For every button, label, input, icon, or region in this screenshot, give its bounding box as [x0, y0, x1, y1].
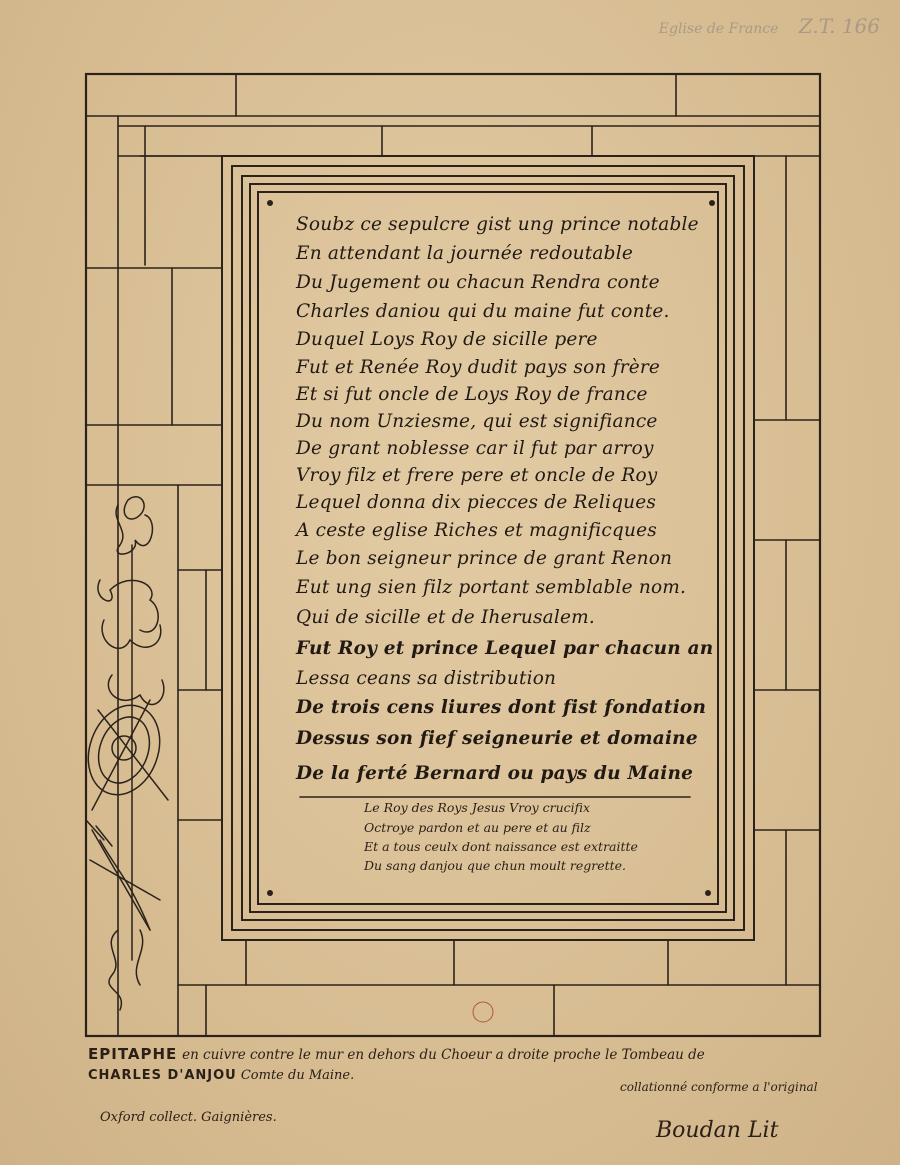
epitaph-line: De la ferté Bernard ou pays du Maine: [296, 763, 694, 784]
epitaph-line: Fut Roy et prince Lequel par chacun an: [296, 638, 714, 659]
epitaph-line: De grant noblesse car il fut par arroy: [296, 438, 654, 459]
epitaph-line: Duquel Loys Roy de sicille pere: [296, 329, 598, 350]
shelfmark: Z.T. 166: [798, 14, 880, 38]
epitaph-line: Lessa ceans sa distribution: [296, 668, 557, 689]
epitaph-line: Lequel donna dix piecces de Reliques: [296, 492, 657, 513]
epitaph-line: Charles daniou qui du maine fut conte.: [296, 301, 670, 322]
epitaph-line: Du nom Unziesme, qui est signifiance: [296, 411, 658, 432]
epitaph-line: Dessus son fief seigneurie et domaine: [296, 728, 698, 749]
caption-text: en cuivre contre le mur en dehors du Choeur a droite proche le Tombeau de: [182, 1047, 705, 1063]
corner-title: Eglise de France: [658, 21, 779, 37]
epitaph-line: Du Jugement ou chacun Rendra conte: [296, 272, 660, 293]
signature: Boudan Lit: [656, 1118, 779, 1143]
epitaph-line: Vroy filz et frere pere et oncle de Roy: [296, 465, 658, 486]
epitaph-sub-line: Et a tous ceulx dont naissance est extraitte: [364, 839, 638, 854]
epitaph-line: Et si fut oncle de Loys Roy de france: [296, 384, 648, 405]
epitaph-line: Eut ung sien filz portant semblable nom.: [296, 577, 687, 598]
epitaph-sub-line: Le Roy des Roys Jesus Vroy crucifix: [364, 800, 591, 815]
epitaph-sub-line: Du sang danjou que chun moult regrette.: [364, 858, 627, 873]
epitaph-line: Qui de sicille et de Iherusalem.: [296, 607, 595, 628]
caption-line-2: [88, 1068, 354, 1083]
caption-subtitle: Comte du Maine.: [240, 1068, 355, 1083]
caption-line-1: [88, 1045, 705, 1063]
caption-label: EPITAPHE: [88, 1045, 178, 1063]
epitaph-line: Le bon seigneur prince de grant Renon: [296, 548, 673, 569]
epitaph-line: A ceste eglise Riches et magnificques: [296, 520, 657, 541]
epitaph-sub-line: Octroye pardon et au pere et au filz: [364, 820, 591, 835]
epitaph-line: De trois cens liures dont fist fondation: [296, 697, 707, 718]
epitaph-line: Fut et Renée Roy dudit pays son frère: [296, 357, 661, 378]
caption-name: CHARLES D'ANJOU: [88, 1068, 237, 1083]
collection-note: Oxford collect. Gaignières.: [100, 1110, 277, 1125]
epitaph-line: En attendant la journée redoutable: [296, 243, 633, 264]
epitaph-line: Soubz ce sepulcre gist ung prince notable: [296, 214, 699, 235]
ornament-panel: [76, 497, 171, 1010]
library-stamp: [473, 1002, 493, 1022]
collation-note: collationné conforme a l'original: [620, 1080, 818, 1094]
